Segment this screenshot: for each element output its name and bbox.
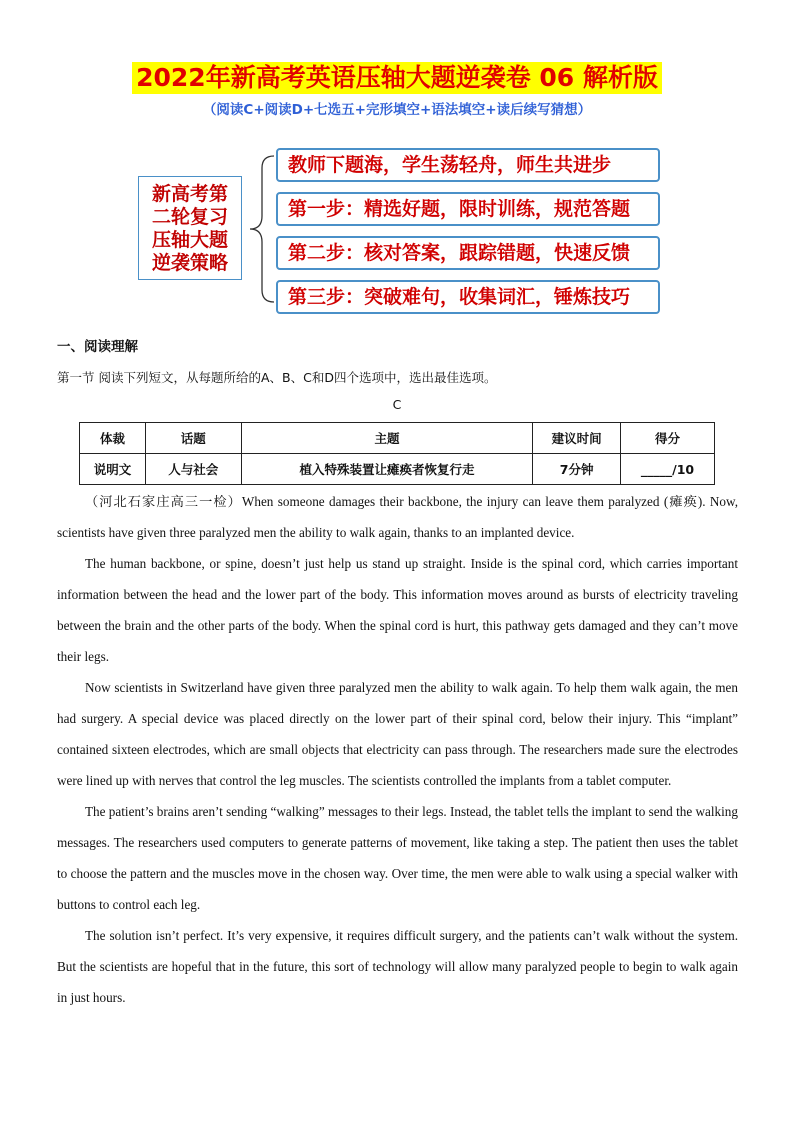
reading-passage (57, 486, 738, 1013)
info-cell-theme: 植入特殊装置让瘫痪者恢复行走 (241, 454, 532, 485)
strategy-step-1: 第一步：精选好题，限时训练，规范答题 (276, 192, 660, 226)
section-instruction: 第一节 阅读下列短文，从每题所给的A、B、C和D四个选项中，选出最佳选项。 (57, 370, 497, 385)
info-header-genre: 体裁 (80, 423, 146, 454)
passage-paragraph: The solution isn’t perfect. It’s very expensive, it requires difficult surgery, and the patients can’t walk without the system. But the scientists are hopeful that in the future, this sort of technology will allow many paralyzed people to begin to walk again in just hours. (57, 928, 738, 1005)
page-title: 2022年新高考英语压轴大题逆袭卷 06 解析版 (132, 62, 662, 94)
section-title: 一、阅读理解 (57, 339, 138, 355)
strategy-step-2: 第二步：核对答案，跟踪错题，快速反馈 (276, 236, 660, 270)
info-table-row (80, 454, 715, 485)
passage-paragraph: （河北石家庄高三一检）When someone damages their backbone, the injury can leave them paralyzed (瘫痪). Now, scientists have given three paralyzed men the ability to walk again, thanks to an implanted device. (57, 494, 738, 540)
title-wrap (0, 62, 794, 94)
strategy-diagram (138, 146, 658, 316)
passage-letter: C (392, 397, 402, 412)
info-header-time: 建议时间 (533, 423, 621, 454)
passage-paragraph: The human backbone, or spine, doesn’t just help us stand up straight. Inside is the spinal cord, which carries important information between the head and the lower part of the body. This information moves around as bursts of electricity traveling between the brain and the other parts of the body. When the spinal cord is hurt, this pathway gets damaged and they can’t move their legs. (57, 556, 738, 664)
info-cell-time: 7分钟 (533, 454, 621, 485)
info-cell-score: _____/10 (621, 454, 715, 485)
passage-paragraph: Now scientists in Switzerland have given three paralyzed men the ability to walk again. To help them walk again, the men had surgery. A special device was placed directly on the lower part of their spinal cord, below their injury. This “implant” contained sixteen electrodes, which are small objects that electricity can pass through. The researchers made sure the electrodes were lined up with nerves that control the leg muscles. The scientists controlled the implants from a tablet computer. (57, 680, 738, 788)
info-table-header-row (80, 423, 715, 454)
strategy-box-line: 逆袭策略 (151, 252, 228, 274)
info-cell-genre: 说明文 (80, 454, 146, 485)
info-table (79, 422, 715, 485)
strategy-box (138, 176, 242, 280)
info-header-theme: 主题 (241, 423, 532, 454)
strategy-box-line: 二轮复习 (151, 206, 228, 228)
strategy-box-line: 新高考第 (151, 183, 228, 205)
info-header-topic: 话题 (145, 423, 241, 454)
strategy-step-intro: 教师下题海，学生荡轻舟，师生共进步 (276, 148, 660, 182)
page-subtitle: （阅读C+阅读D+七选五+完形填空+语法填空+读后续写猜想） (202, 102, 592, 118)
info-header-score: 得分 (621, 423, 715, 454)
brace-icon (246, 154, 276, 304)
strategy-box-line: 压轴大题 (151, 229, 228, 251)
passage-paragraph: The patient’s brains aren’t sending “walking” messages to their legs. Instead, the tablet tells the implant to send the walking messages. The researchers used computers to generate patterns of movement, like taking a step. The patient then uses the tablet to choose the pattern and the muscles move in the chosen way. Over time, the men were able to walk using a special walker with buttons to control each leg. (57, 804, 738, 912)
strategy-step-3: 第三步：突破难句，收集词汇，锤炼技巧 (276, 280, 660, 314)
info-cell-topic: 人与社会 (145, 454, 241, 485)
